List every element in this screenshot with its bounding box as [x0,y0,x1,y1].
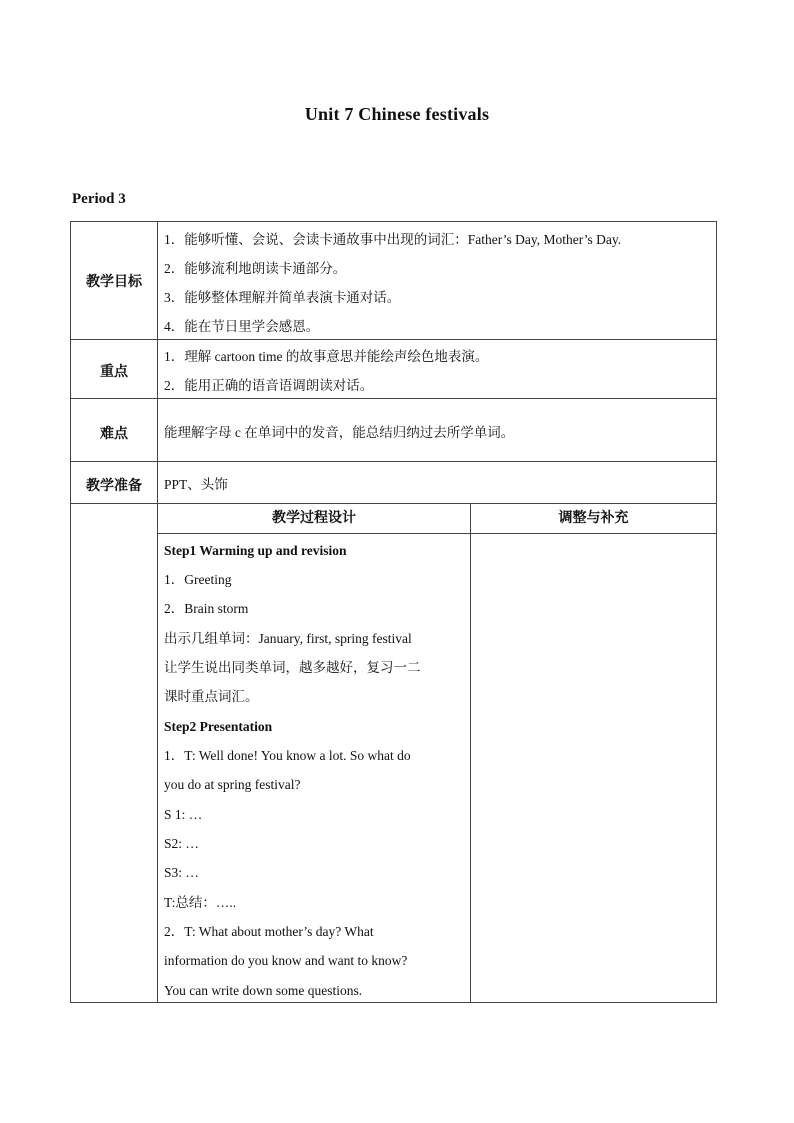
objectives-label: 教学目标 [86,275,142,290]
document-title: Unit 7 Chinese festivals [304,104,490,124]
row-divider-2 [70,398,717,399]
process-line: 2．Brain storm [164,601,249,616]
process-line: 1．T: Well done! You know a lot. So what do [164,748,411,763]
difficulties-label: 难点 [100,427,128,442]
subheader-divider [157,533,717,534]
label-column-divider [157,221,158,1003]
table-border-top [70,221,717,222]
process-design-header: 教学过程设计 [272,511,356,526]
process-line: 出示几组单词：January, first, spring festival [164,631,412,646]
process-line: You can write down some questions. [164,983,363,998]
process-line: information do you know and want to know? [164,953,408,968]
row-divider-1 [70,339,717,340]
process-line: 1．Greeting [164,572,232,587]
process-line: S3: … [164,865,199,880]
process-line: S2: … [164,836,199,851]
process-line: you do at spring festival? [164,777,301,792]
key-point-item: 2．能用正确的语音语调朗读对话。 [164,378,374,393]
row-divider-3 [70,461,717,462]
process-line: 2．T: What about mother’s day? What [164,924,374,939]
objective-item: 1．能够听懂、会说、会读卡通故事中出现的词汇：Father’s Day, Mother’s Day. [164,232,622,247]
table-border-right [716,221,717,1003]
table-border-bottom [70,1002,717,1003]
table-border-left [70,221,71,1003]
process-line: 让学生说出同类单词，越多越好，复习一二 [164,660,421,675]
objective-item: 2．能够流利地朗读卡通部分。 [164,261,347,276]
process-line: S 1: … [164,807,203,822]
process-column-divider [470,503,471,1003]
preparation-label: 教学准备 [86,479,142,494]
period-label: Period 3 [72,191,126,207]
process-line: T:总结：….. [164,895,237,910]
key-points-label: 重点 [100,365,128,380]
key-point-item: 1．理解 cartoon time 的故事意思并能绘声绘色地表演。 [164,349,489,364]
objective-item: 4．能在节日里学会感恩。 [164,319,320,334]
process-line: Step2 Presentation [164,719,273,734]
process-line: 课时重点词汇。 [164,689,259,704]
objective-item: 3．能够整体理解并简单表演卡通对话。 [164,290,401,305]
process-line: Step1 Warming up and revision [164,543,347,558]
difficulties-text: 能理解字母 c 在单词中的发音，能总结归纳过去所学单词。 [164,425,515,440]
adjust-header: 调整与补充 [558,511,629,526]
preparation-text: PPT、头饰 [164,477,228,492]
